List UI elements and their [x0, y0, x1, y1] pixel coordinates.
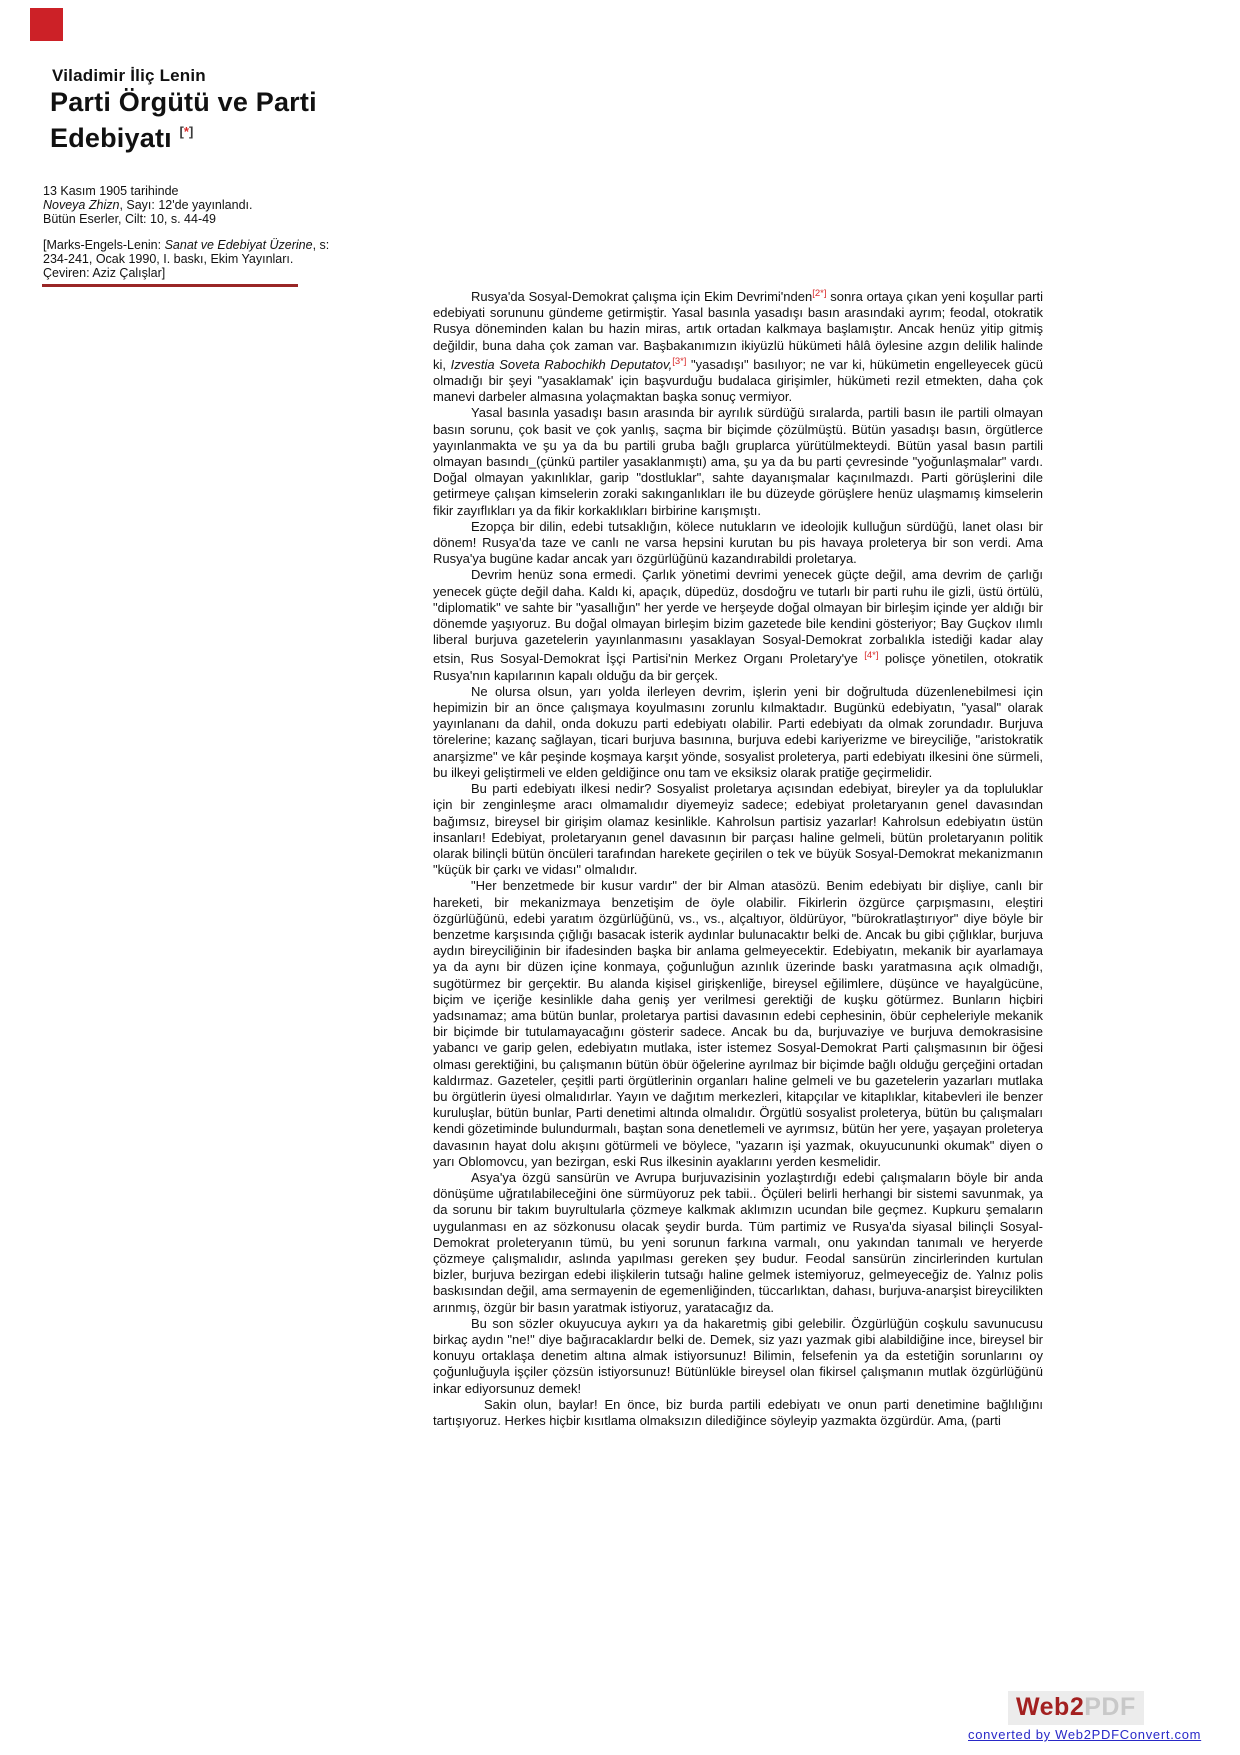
- meta-line: [43, 185, 343, 199]
- text-run: , Sayı: 12'de yayınlandı.: [119, 197, 253, 212]
- footnote-ref[interactable]: [2*]: [812, 288, 827, 299]
- article-paragraph: [433, 1397, 1043, 1429]
- text-run: Ne olursa olsun, yarı yolda ilerleyen devrim, işlerin yeni bir doğrultuda düzenlenebilmesi için hepimizin bir an önce çalışmaya koyulmasını zorunlu kılmaktadır. Bugünkü edebiyatın, "yasal" olarak yayınlananı da dahil, onda dokuzu parti edebiyatı olabilir. Parti edebiyatı da olmak zorundadır. Burjuva törelerine; kazanç sağlayan, ticari burjuva basınına, burjuva edebi kariyerizme ve bireyciliğe, "aristokratik anarşizme" ve kâr peşinde koşmaya karşıt yönde, sosyalist proleterya, parti edebiyatı ilkesini öne sürmeli, bu ilkeyi geliştirmeli ve elden geldiğince onu tam ve eksiksiz olarak pratiğe geçirmelidir.: [433, 683, 1043, 780]
- document-header: [50, 66, 317, 153]
- section-divider: [42, 284, 298, 287]
- text-run: Bütün Eserler, Cilt: 10, s. 44-49: [43, 211, 217, 226]
- text-run: Rusya'da Sosyal-Demokrat çalışma için Ekim Devrimi'nden: [471, 289, 813, 304]
- text-run: Bu parti edebiyatı ilkesi nedir? Sosyalist proletarya açısından edebiyat, bireyler ya da topluluklar için bir zenginleşme aracı olmamalıdır diyemeyiz sadece; edebiyat proletaryanın genel davasından bağımsız, bireysel bir girişim olamaz kesinlikle. Kahrolsun partisiz yazarlar! Kahrolsun edebiyatın üstün insanları! Edebiyat, proletaryanın genel davasının bir parçası haline gelmeli, bütün proletaryanın politik olarak bilinçli bütün öncüleri tarafından harekete geçirilen o tek ve büyük Sosyal-Demokrat mekanizmanın "küçük bir çarkı ve vidası" olmalıdır.: [433, 781, 1043, 878]
- article-paragraph: [433, 405, 1043, 518]
- article-paragraph: [433, 878, 1043, 1170]
- document-author: Viladimir İliç Lenin: [52, 66, 206, 85]
- text-run: Asya'ya özgü sansürün ve Avrupa burjuvazisinin yozlaştırdığı edebi çalışmaların böyle bir anda dönüşüme uğratılabileceğini öne sürmüyoruz pek tabii.. Öçüleri belirli herhangi bir sistemi savunmak, ya da sorunu bir takım buyrultularla çözmeye kalkmak aklımızın ucundan bile geçmez. Kupkuru şemaların uygulanması en az sözkonusu olacak şeydir burda. Tüm partimiz ve Rusya'da siyasal bilinçli Sosyal-Demokrat proleteryanın tümü, bu yeni sorunun farkına varmalı, onu yakından tanımalı ve heryerde çözmeye çalışmalıdır, aslında yapılması gereken şey budur. Feodal sansürün zincirlerinden kurtulan bizler, burjuva bezirgan edebi ilişkilerin tutsağı haline gelmek istemiyoruz, gelmeyeceğiz de. Yalnız polis baskısından değil, ama sermayenin de egemenliğinden, tüccarlıktan, dahası, burjuva-anarşist bireycilikten arınmış, özgür bir basın yaratmak istiyoruz, yaratacağız da.: [433, 1169, 1043, 1315]
- text-run: Sakin olun, baylar! En önce, biz burda partili edebiyatı ve onun parti denetimine bağlılığını tartışıyoruz. Herkes hiçbir kısıtlama olmaksızın dilediğince söyleyip yazmakta özgürdür. Ama, (parti: [433, 1396, 1043, 1429]
- text-run: 234-241, Ocak 1990, I. baskı, Ekim Yayınları.: [43, 252, 294, 267]
- text-run: Çeviren: Aziz Çalışlar]: [43, 265, 166, 280]
- italic-text: Izvestia Soveta Rabochikh Deputatov,: [450, 356, 673, 372]
- text-run: Ezopça bir dilin, edebi tutsaklığın, kölece nutukların ve ideolojik kulluğun sürdüğü, lanet olası bir dönem! Rusya'da taze ve canlı ne varsa hepsini kurutan bu pis havaya proleterya bir son verdi. Ama Rusya'ya bugüne kadar ancak yarı özgürlüğünü kazandırabildi proletarya.: [433, 518, 1043, 567]
- article-paragraph: [433, 1170, 1043, 1316]
- article-paragraph: [433, 1316, 1043, 1397]
- logo-placeholder: [30, 8, 63, 41]
- article-paragraph: [433, 286, 1043, 405]
- article-paragraph: [433, 567, 1043, 683]
- text-run: 13 Kasım 1905 tarihinde: [43, 184, 179, 198]
- article-paragraph: [433, 684, 1043, 781]
- text-run: polisçe yönetilen, otokratik Rusya'nın kapılarının kapalı olduğu da bir gerçek.: [433, 651, 1043, 683]
- meta-line: [43, 267, 343, 281]
- article-paragraph: [433, 781, 1043, 878]
- italic-text: Noveya Zhizn: [43, 197, 120, 212]
- document-title: [50, 88, 317, 153]
- italic-text: Sanat ve Edebiyat Üzerine: [164, 238, 313, 253]
- meta-line: [43, 213, 343, 227]
- title-footnote-marker[interactable]: [*]: [179, 124, 194, 139]
- meta-block: [43, 239, 343, 280]
- text-run: [Marks-Engels-Lenin:: [43, 238, 165, 253]
- web2pdf-logo[interactable]: [1008, 1691, 1144, 1725]
- footnote-ref[interactable]: [3*]: [672, 355, 687, 367]
- article-body: [433, 286, 1043, 1429]
- meta-line: [43, 199, 343, 213]
- text-run: Yasal basınla yasadışı basın arasında bir ayrılık sürdüğü sıralarda, partili basın ile partili olmayan basın sorunu, çok basit ve çok yanlış, saçma bir biçimde çözülmüştü. Bütün yasadışı basın, örgütlerce yayınlanmakta ve şu ya da bu partili gruba bağlı gruplarca yürütülmekteydi. Bütün yasal basın partili olmayan basındı_(çünkü partiler yasaklanmıştı) ama, şu ya da bu parti çevresinde "yoğunlaşmalar" vardı. Doğal olmayan yakınlıklar, garip "dostluklar", sahte dayanışmalar kaçınılmazdı. Parti görüşlerini dile getirmeye çalışan kimselerin zoraki sakınganlıkları ile bu düzeyde görüşlere henüz ulaşmamış kimselerin fikir zayıflıkları ya da fikir korkaklıkları birbirine karışmıştı.: [433, 405, 1043, 518]
- meta-block: [43, 185, 343, 226]
- logo-text-pdf: PDF: [1084, 1693, 1136, 1721]
- logo-text-web2: Web2: [1016, 1693, 1085, 1721]
- meta-line: [43, 239, 343, 253]
- document-title-line2: Edebiyatı: [50, 123, 180, 153]
- text-run: , s:: [312, 238, 330, 253]
- web2pdf-convert-link[interactable]: converted by Web2PDFConvert.com: [968, 1727, 1202, 1742]
- document-title-line1: Parti Örgütü ve Parti: [50, 87, 317, 117]
- meta-line: [43, 253, 343, 267]
- text-run: Devrim henüz sona ermedi. Çarlık yönetimi devrimi yenecek güçte değil, ama devrim de çarlığı yenecek güçte değil daha. Kaldı ki, apaçık, düpedüz, dosdoğru ve tutarlı bir parti ruhu ile gizli, üstü örtülü, "diplomatik" ve sahte bir "yasallığın" her yerde ve herşeyde doğal olmayan bir birleşim içinde yer aldığı bir dönemde yaşıyoruz. Bu doğal olmayan birleşim bizim gazetede bile kendini gösteriyor; Bay Guçkov ılımlı liberal burjuva gazetelerin yayınlanmasını yasaklayan Sosyal-Demokrat zorbalıkla istediği kadar alay etsin, Rus Sosyal-Demokrat İşçi Partisi'nin Merkez Organı Proletary'ye: [433, 567, 1043, 667]
- article-paragraph: [433, 519, 1043, 568]
- footnote-ref[interactable]: [4*]: [864, 650, 879, 662]
- text-run: "yasadışı" basılıyor; ne var ki, hükümetin engelleyecek gücü olmadığı bir şeyi "yasaklamak' için başvurduğu budalaca girişimler, hükümeti rezil etmekten, daha çok manevi darbeler almasına yolaçmaktan başka sonuç vermiyor.: [433, 356, 1043, 405]
- text-run: Bu son sözler okuyucuya aykırı ya da hakaretmiş gibi gelebilir. Özgürlüğün coşkulu savunucusu birkaç aydın "ne!" diye bağıracaklardır belki de. Demek, siz yazı yazmak gibi alabildiğine ince, bireysel bir konuyu ortaklaşa denetim altına almak istiyorsunuz! Bilimin, felsefenin ya da estetiğin sorunlarını oy çoğunluğuyla işçiler çözsün istiyorsunuz! Bütünlükle bireysel olan fikirsel çalışmanın mutlak özgürlüğünü inkar ediyorsunuz demek!: [433, 1315, 1043, 1396]
- publication-info: [43, 185, 343, 294]
- text-run: "Her benzetmede bir kusur vardır" der bir Alman atasözü. Benim edebiyatı bir dişliye, canlı bir hareketi, bir mekanizmaya benzetişim de öyle olabilir. Fikirlerin özgürce çarpışmasını, eleştiri özgürlüğünü, edebi yaratım özgürlüğünü, vs., vs., alçaltıyor, öldürüyor, "bürokratlaştırıyor" diye böyle bir benzetme karşısında çığlığı basacak isterik aydınlar bulunacaktır belki de. Ancak bu gibi çığlıklar, burjuva aydın bireyciliğinin bir ifadesinden başka bir anlama gelmeyecektir. Edebiyatın, mekanik bir ayarlamaya ya da aynı bir düzen içine konmaya, çoğunluğun azınlık üzerinde baskı yaratmasına açık olmadığı, sugötürmez bir gerçektir. Bu alanda kişisel girişkenliğe, bireysel eğilimlere, düşünce ve hayalgücüne, biçim ve içeriğe kesinlikle daha geniş yer verilmesi gerektiği de kuşku götürmez. Bunların hiçbiri yadsınamaz; ama bütün bunlar, proletarya partisi davasının edebi cephesinin, öbür cepheleriyle mekanik bir biçimde bir tutulamayacağını gösterir sadece. Ancak bu da, burjuvaziye ve burjuva demokrasisine yabancı ve garip gelen, edebiyatın mutlaka, ister istemez Sosyal-Demokrat Parti çalışmasının bir öğesi olması gerektiğini, bu çalışmanın bütün öbür öğelerine ayrılmaz bir biçimde bağlı olduğu gerçeğini ortadan kaldırmaz. Gazeteler, çeşitli parti örgütlerinin organları haline gelmeli ve bu gazetelerin yazarları mutlaka bu örgütlerin üyesi olmalıdırlar. Yayın ve dağıtım merkezleri, kitapçılar ve kitaplıklar, kitabevleri ile benzer kuruluşlar, bütün bunlar, Parti denetimi altında olmalıdır. Örgütlü sosyalist proleterya, bütün bu çalışmaları kendi gözetiminde bulundurmalı, baştan sona denetlemeli ve ayrımsız, bütün her yere, yaşayan proleterya davasının hayat dolu akışını götürmeli ve böylece, "yazarın işi yazmak, okuyucununki okumak" diyen o yarı Oblomovcu, yan bezirgan, eski Rus ilkesinin ayaklarını yerden kesmelidir.: [433, 878, 1043, 1169]
- text-run: sonra ortaya çıkan yeni koşullar parti edebiyati sorununu gündeme getirmiştir. Yasal basınla yasadışı basın arasındaki ayrım; feodal, otokratik Rusya döneminden kalan bu hazin miras, artık ortadan kalkmaya başlamıştır. Ancak henüz yitip gitmiş değildir, buna daha çok zaman var. Başbakanımızın ikiyüzlü hükümeti hâlâ öylesine azgın delilik halinde ki,: [433, 289, 1044, 372]
